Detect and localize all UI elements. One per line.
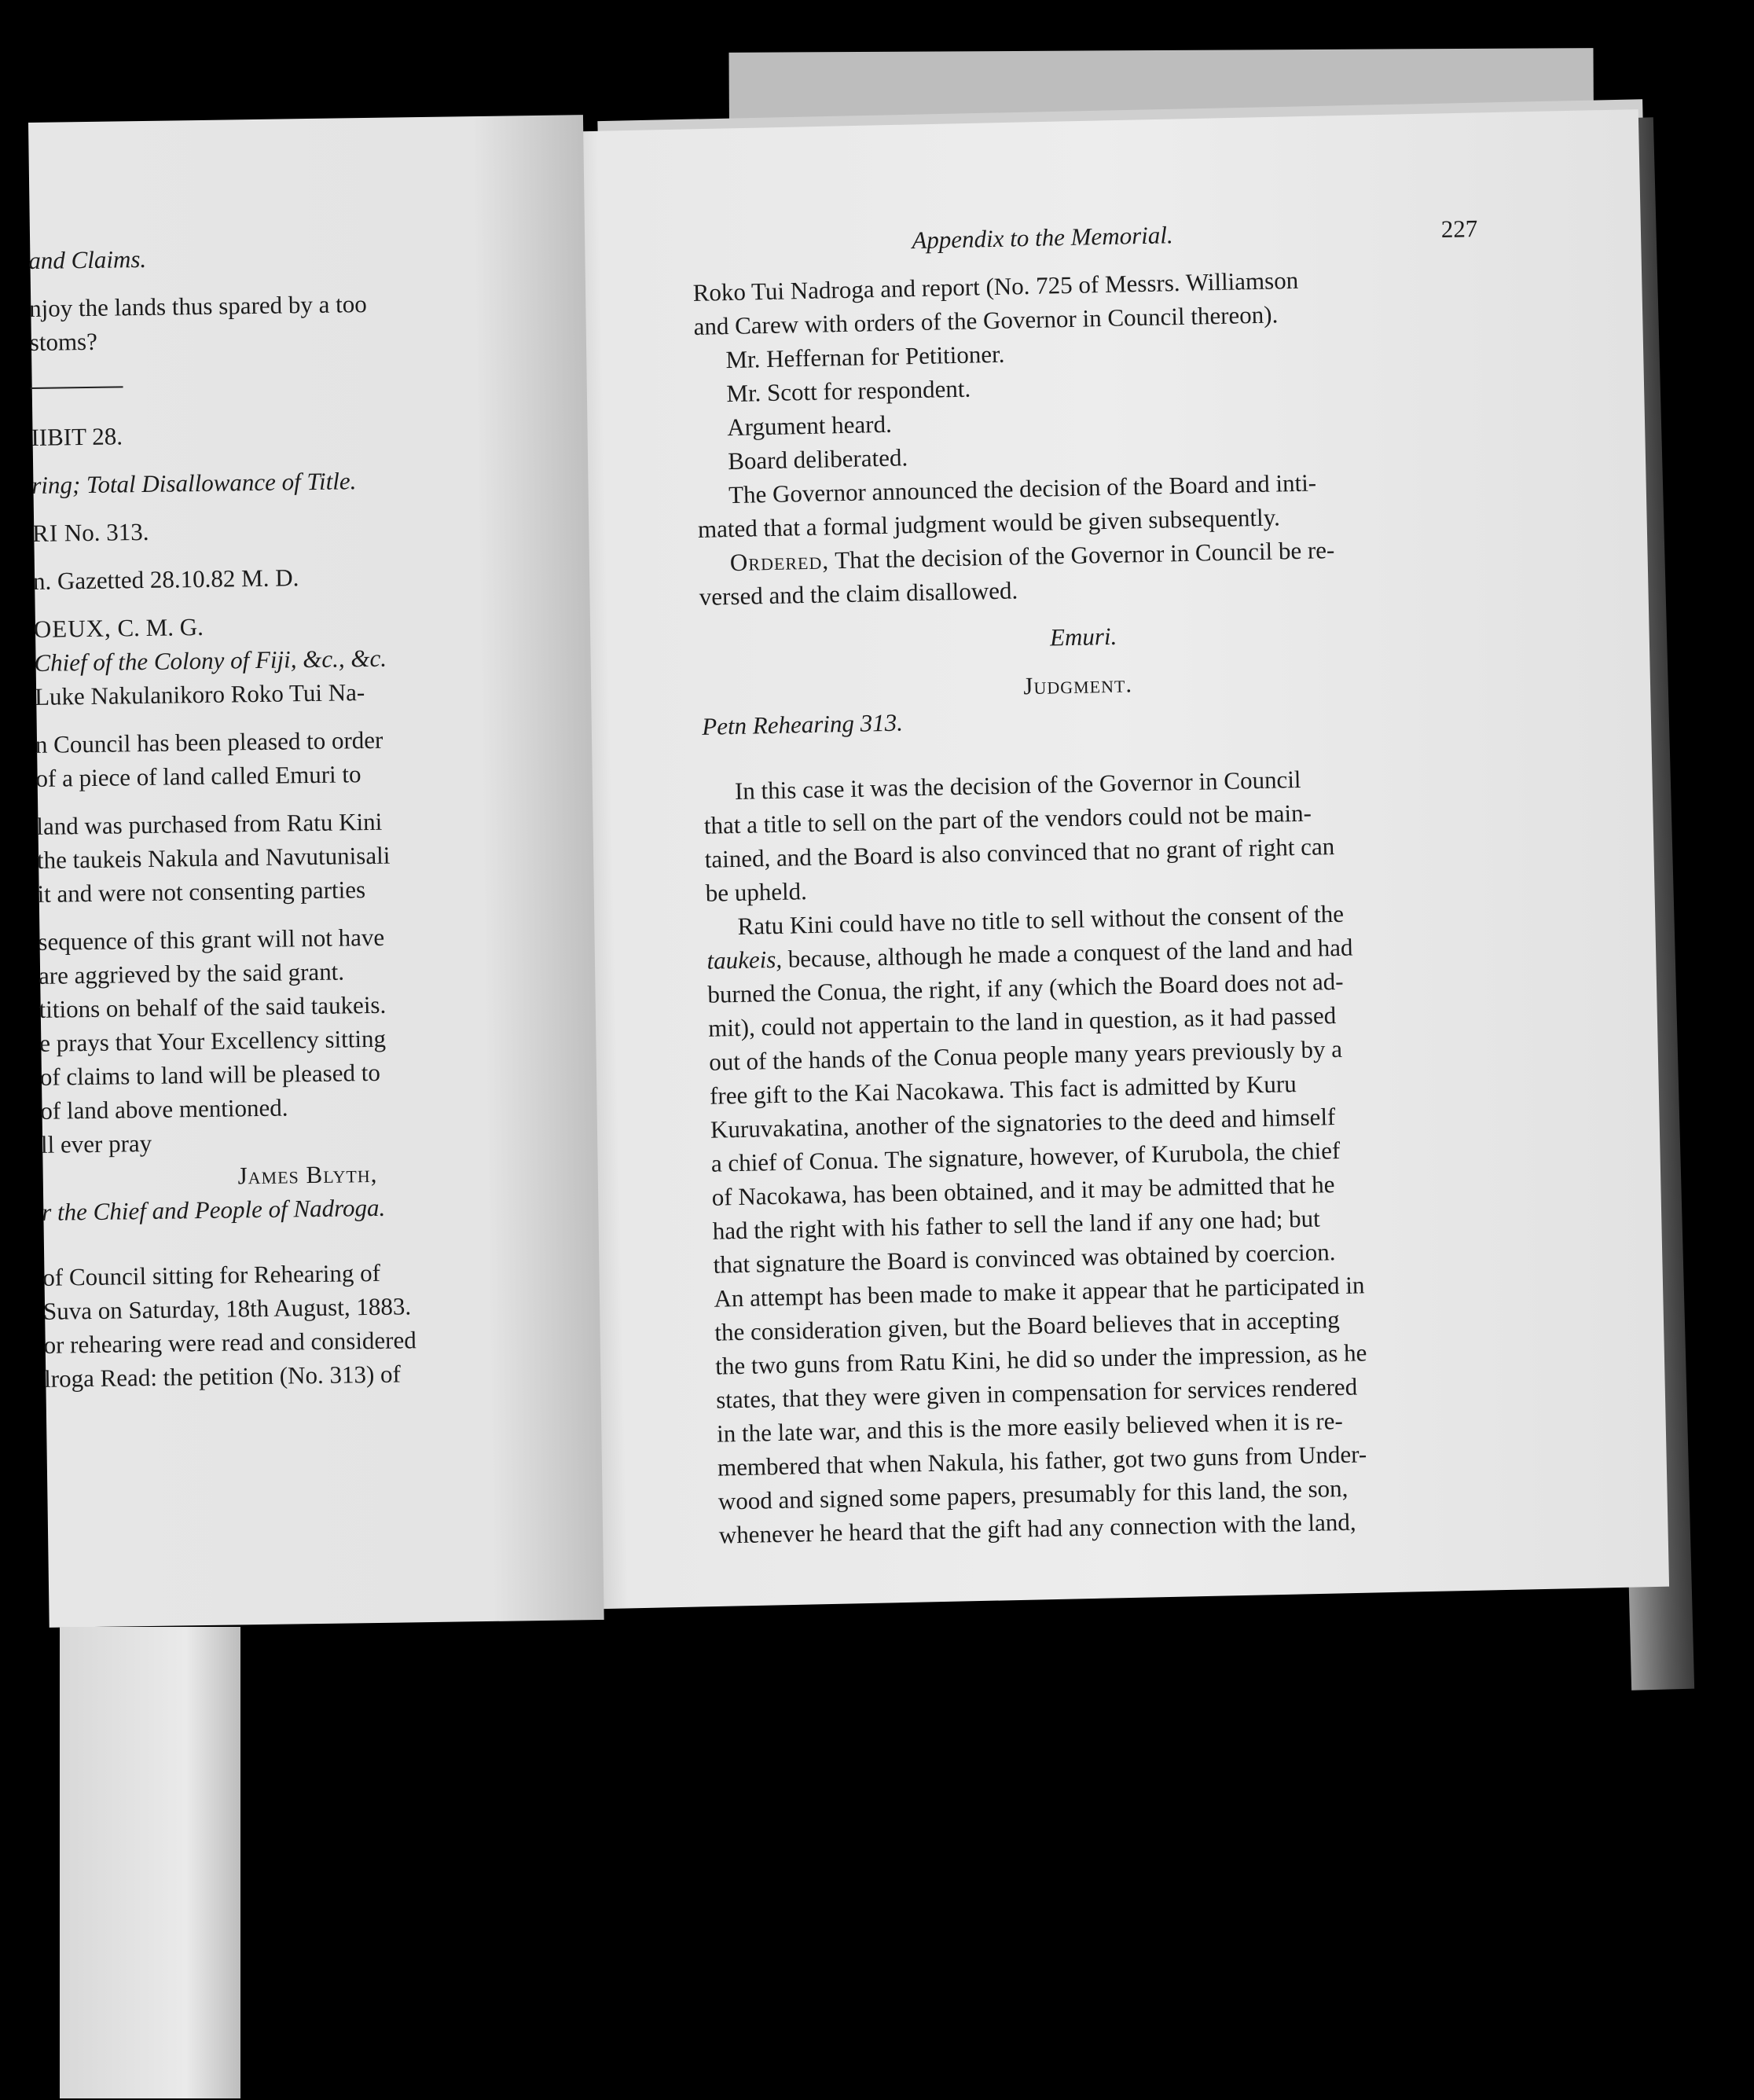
left-line: of land above mentioned. [40, 1093, 288, 1125]
body-line: taukeis, because, although he made a conquest of the land and had [706, 933, 1353, 975]
body-line: that a title to sell on the part of the vendors could not be main- [703, 799, 1312, 839]
body-line: An attempt has been made to make it appear that he participated in [714, 1271, 1365, 1312]
body-line: Ratu Kini could have no title to sell without the consent of the [737, 899, 1345, 940]
left-line: Suva on Saturday, 18th August, 1883. [42, 1292, 412, 1325]
proceeding-line: Mr. Heffernan for Petitioner. [725, 340, 1005, 374]
body-line: of Nacokawa, has been obtained, and it may be admitted that he [711, 1170, 1335, 1211]
signatory-name: James Blyth, [237, 1159, 378, 1190]
body-line: be upheld. [705, 877, 808, 907]
body-line: whenever he heard that the gift had any connection with the land, [718, 1507, 1356, 1549]
left-page-text [28, 238, 417, 1395]
left-line: land was purchased from Ratu Kini [36, 807, 383, 840]
left-line: n Council has been pleased to order [35, 725, 383, 758]
body-line: tained, and the Board is also convinced that no grant of right can [704, 832, 1335, 873]
left-line: stoms? [29, 327, 98, 356]
left-line: njoy the lands thus spared by a too [28, 289, 367, 322]
left-line: or rehearing were read and considered [43, 1326, 416, 1359]
body-line: Roko Tui Nadroga and report (No. 725 of Messrs. Williamson [692, 266, 1299, 307]
body-line: In this case it was the decision of the Governor in Council [734, 765, 1301, 806]
body-line: wood and signed some papers, presumably for this land, the son, [717, 1474, 1349, 1515]
petitioner-line: Luke Nakulanikoro Roko Tui Na- [34, 678, 365, 710]
section-rule [31, 386, 123, 389]
left-line: e prays that Your Excellency sitting [39, 1024, 387, 1057]
body-line: had the right with his father to sell the land if any one had; but [712, 1204, 1321, 1245]
body-line: mated that a formal judgment would be given subsequently. [697, 503, 1281, 543]
body-line: versed and the claim disallowed. [699, 576, 1018, 611]
bookmark-slip [60, 1627, 240, 2098]
left-line: it and were not consenting parties [37, 876, 366, 908]
body-line: states, that they were given in compensation for services rendered [715, 1372, 1358, 1414]
left-line: of a piece of land called Emuri to [35, 760, 361, 792]
petition-reference: Petn Rehearing 313. [701, 708, 904, 740]
body-line: the two guns from Ratu Kini, he did so under the impression, as he [714, 1338, 1367, 1380]
proceeding-line: Board deliberated. [727, 443, 908, 475]
body-line: mit), could not appertain to the land in question, as it had passed [707, 1001, 1337, 1042]
left-line: ll ever pray [40, 1129, 152, 1158]
judgment-heading: Judgment. [1022, 670, 1133, 700]
exhibit-heading: IIBIT 28. [31, 422, 123, 451]
left-line: sequence of this grant will not have [38, 923, 385, 956]
body-line: free gift to the Kai Nacokawa. This fact is admitted by Kuru [709, 1070, 1297, 1110]
body-line: that signature the Board is convinced was obtained by coercion. [713, 1238, 1336, 1279]
left-line: of Council sitting for Rehearing of [42, 1258, 381, 1291]
left-line: are aggrieved by the said grant. [38, 957, 345, 989]
body-line: Kuruvakatina, another of the signatories to the deed and himself [710, 1103, 1336, 1144]
body-line: membered that when Nakula, his father, got two guns from Under- [717, 1440, 1367, 1481]
body-line: the consideration given, but the Board believes that in accepting [714, 1305, 1341, 1346]
place-title: Emuri. [1049, 622, 1117, 652]
running-header-title: Appendix to the Memorial. [912, 221, 1173, 255]
ordered-line: Ordered, That the decision of the Governor in Council be re- [729, 535, 1335, 577]
body-line: The Governor announced the decision of the Board and inti- [728, 468, 1317, 509]
body-line: out of the hands of the Conua people many years previously by a [708, 1034, 1343, 1076]
addressee-line: OEUX, C. M. G. [33, 612, 204, 643]
claim-number: RI No. 313. [31, 517, 149, 547]
body-line: burned the Conua, the right, if any (which the Board does not ad- [707, 967, 1344, 1008]
signatory-role: r the Chief and People of Nadroga. [41, 1193, 386, 1226]
left-running-header: and Claims. [28, 244, 147, 274]
body-line: and Carew with orders of the Governor in Council thereon). [693, 300, 1279, 340]
body-line: in the late war, and this is the more easily believed when it is re- [716, 1406, 1344, 1448]
body-line: a chief of Conua. The signature, however, of Kurubola, the chief [710, 1136, 1341, 1177]
right-page-text [692, 211, 1505, 1552]
gazetted-line: n. Gazetted 28.10.82 M. D. [32, 564, 299, 595]
proceeding-line: Mr. Scott for respondent. [726, 374, 971, 408]
addressee-title: Chief of the Colony of Fiji, &c., &c. [34, 644, 387, 677]
left-line: of claims to land will be pleased to [39, 1058, 381, 1091]
proceeding-line: Argument heard. [726, 409, 893, 442]
left-line: lroga Read: the petition (No. 313) of [43, 1360, 402, 1393]
exhibit-subtitle: ring; Total Disallowance of Title. [31, 467, 357, 499]
left-line: the taukeis Nakula and Navutunisali [36, 841, 391, 874]
left-line: titions on behalf of the said taukeis. [39, 990, 387, 1023]
page-number: 227 [1440, 215, 1478, 244]
